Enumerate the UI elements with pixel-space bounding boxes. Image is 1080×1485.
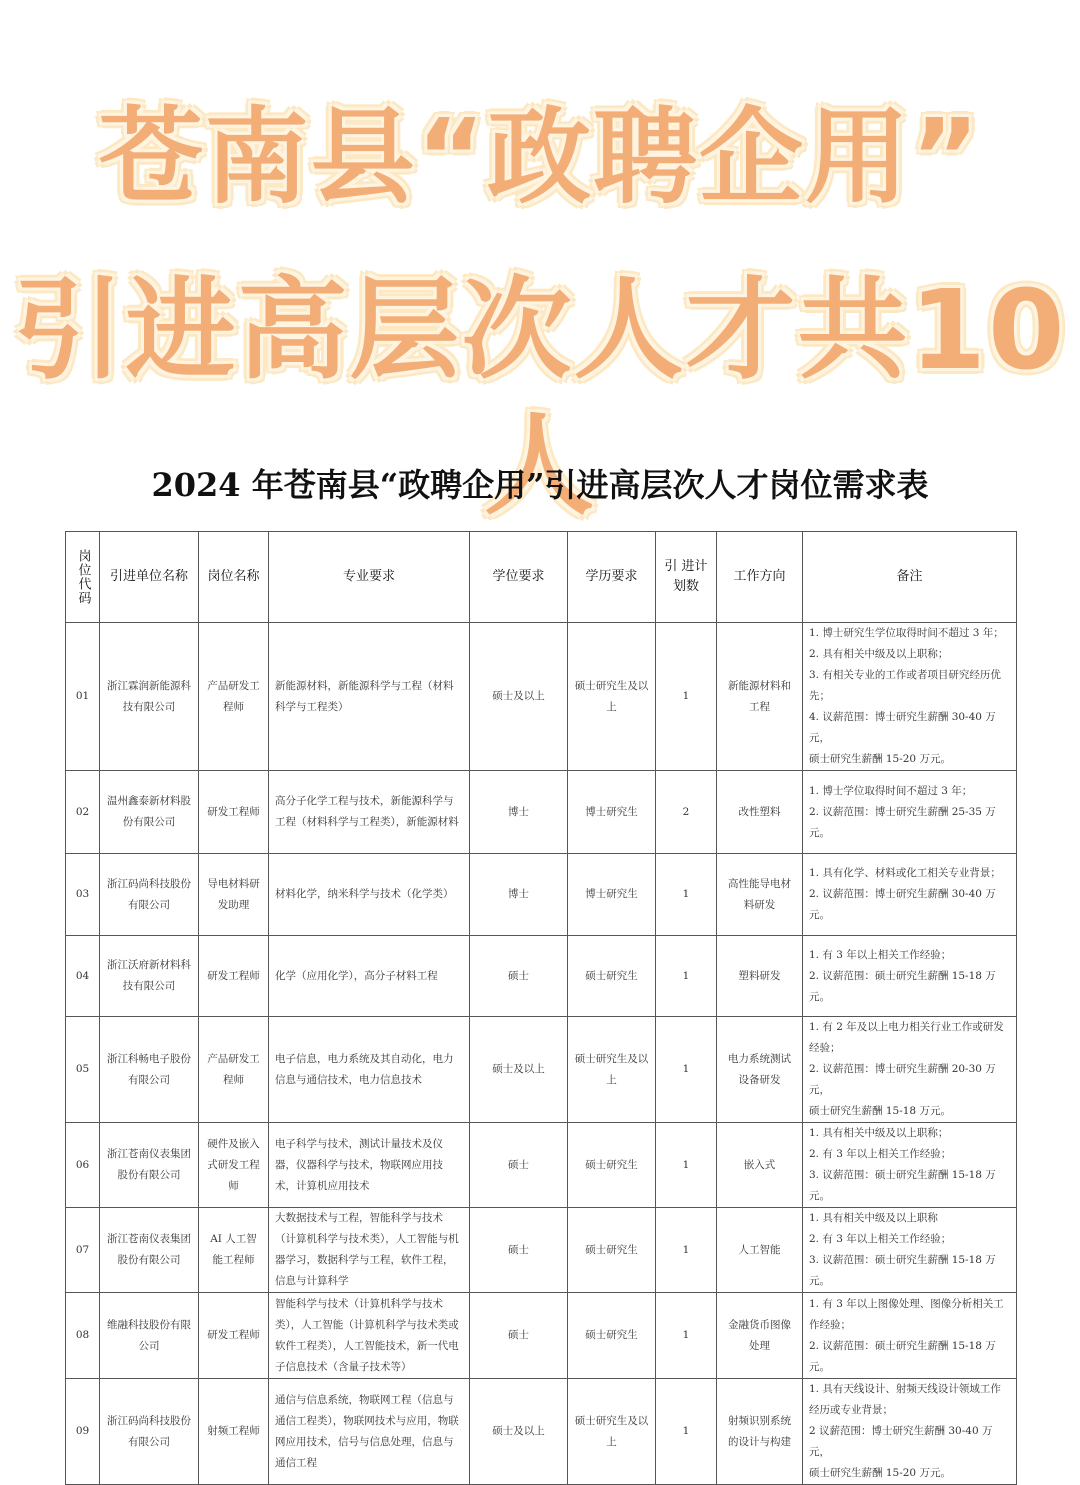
row-code: 04 xyxy=(66,936,100,1017)
row-direction: 高性能导电材料研发 xyxy=(717,854,803,936)
row-code: 03 xyxy=(66,854,100,936)
note-line: 3. 有相关专业的工作或者项目研究经历优先； xyxy=(809,669,1001,702)
note-line: 2. 议薪范围：博士研究生薪酬 25-35 万元。 xyxy=(809,805,996,839)
table-row xyxy=(66,1293,1017,1379)
row-education: 硕士研究生及以上 xyxy=(568,623,656,771)
row-plan: 2 xyxy=(656,771,717,854)
table-row xyxy=(66,1208,1017,1293)
row-position: 产品研发工程师 xyxy=(199,623,269,771)
row-unit: 维融科技股份有限公司 xyxy=(100,1293,199,1379)
table-row xyxy=(66,854,1017,936)
row-education: 博士研究生 xyxy=(568,854,656,936)
row-note xyxy=(803,1017,1017,1123)
row-plan: 1 xyxy=(656,1208,717,1293)
note-line: 4. 议薪范围：博士研究生薪酬 30-40 万元， xyxy=(809,711,996,744)
row-education: 硕士研究生 xyxy=(568,1208,656,1293)
note-line: 1. 具有天线设计、射频天线设计领域工作经历或专业背景； xyxy=(809,1383,1001,1416)
row-direction: 塑料研发 xyxy=(717,936,803,1017)
row-degree: 硕士及以上 xyxy=(470,1017,568,1123)
row-unit: 浙江霖润新能源科技有限公司 xyxy=(100,623,199,771)
note-line: 硕士研究生薪酬 15-20 万元。 xyxy=(809,1467,951,1479)
note-line: 1. 有 3 年以上图像处理、图像分析相关工作经验； xyxy=(809,1297,1004,1331)
requirements-table xyxy=(65,531,1017,1485)
row-note xyxy=(803,1293,1017,1379)
row-major: 新能源材料，新能源科学与工程（材料科学与工程类） xyxy=(269,623,470,771)
note-line: 2. 议薪范围：硕士研究生薪酬 15-18 万元。 xyxy=(809,1339,996,1373)
header-position: 岗位名称 xyxy=(199,532,269,623)
row-education: 硕士研究生 xyxy=(568,1293,656,1379)
row-plan: 1 xyxy=(656,1379,717,1485)
row-education: 硕士研究生及以上 xyxy=(568,1379,656,1485)
note-line: 2. 议薪范围：博士研究生薪酬 30-40 万元。 xyxy=(809,888,996,921)
row-note xyxy=(803,1208,1017,1293)
row-code: 07 xyxy=(66,1208,100,1293)
row-position: 研发工程师 xyxy=(199,771,269,854)
row-note xyxy=(803,1123,1017,1208)
note-line: 2. 议薪范围：博士研究生薪酬 20-30 万元， xyxy=(809,1063,996,1096)
row-code: 06 xyxy=(66,1123,100,1208)
table-row xyxy=(66,1123,1017,1208)
header-education: 学历要求 xyxy=(568,532,656,623)
note-line: 2. 议薪范围：硕士研究生薪酬 15-18 万元。 xyxy=(809,969,996,1003)
table-row xyxy=(66,1379,1017,1485)
row-degree: 硕士及以上 xyxy=(470,1379,568,1485)
row-position: 硬件及嵌入式研发工程师 xyxy=(199,1123,269,1208)
row-degree: 硕士 xyxy=(470,1123,568,1208)
row-code: 01 xyxy=(66,623,100,771)
header-plan: 引 进计划数 xyxy=(656,532,717,623)
row-direction: 人工智能 xyxy=(717,1208,803,1293)
table-row xyxy=(66,936,1017,1017)
row-direction: 射频识别系统的设计与构建 xyxy=(717,1379,803,1485)
headline-line-1: 苍南县“政聘企用” xyxy=(98,96,982,218)
row-note xyxy=(803,854,1017,936)
header-degree: 学位要求 xyxy=(470,532,568,623)
row-position: 研发工程师 xyxy=(199,936,269,1017)
note-line: 硕士研究生薪酬 15-18 万元。 xyxy=(809,1105,951,1117)
row-unit: 浙江苍南仪表集团股份有限公司 xyxy=(100,1123,199,1208)
row-code: 02 xyxy=(66,771,100,854)
row-major: 化学（应用化学），高分子材料工程 xyxy=(269,936,470,1017)
table-header-row xyxy=(66,532,1017,623)
row-degree: 硕士 xyxy=(470,1293,568,1379)
row-plan: 1 xyxy=(656,854,717,936)
row-code: 08 xyxy=(66,1293,100,1379)
header-code: 岗位代码 xyxy=(66,532,100,623)
table-row xyxy=(66,623,1017,771)
note-line: 1. 具有化学、材料或化工相关专业背景； xyxy=(809,867,1001,879)
row-unit: 浙江码尚科技股份有限公司 xyxy=(100,1379,199,1485)
row-direction: 电力系统测试设备研发 xyxy=(717,1017,803,1123)
row-direction: 金融货币图像处理 xyxy=(717,1293,803,1379)
header-major: 专业要求 xyxy=(269,532,470,623)
row-education: 硕士研究生 xyxy=(568,936,656,1017)
row-degree: 硕士 xyxy=(470,936,568,1017)
row-major: 智能科学与技术（计算机科学与技术类），人工智能（计算机科学与技术类或软件工程类），人工智能技术，新一代电子信息技术（含量子技术等） xyxy=(269,1293,470,1379)
note-line: 1. 博士学位取得时间不超过 3 年； xyxy=(809,784,973,797)
note-line: 1. 有 2 年及以上电力相关行业工作或研发经验； xyxy=(809,1021,1004,1054)
note-line: 1. 具有相关中级及以上职称 xyxy=(809,1212,938,1224)
row-major: 电子科学与技术，测试计量技术及仪器，仪器科学与技术，物联网应用技术，计算机应用技术 xyxy=(269,1123,470,1208)
row-degree: 硕士及以上 xyxy=(470,623,568,771)
row-position: 产品研发工程师 xyxy=(199,1017,269,1123)
row-note xyxy=(803,1379,1017,1485)
row-plan: 1 xyxy=(656,1293,717,1379)
note-line: 2. 具有相关中级及以上职称； xyxy=(809,648,949,660)
row-unit: 温州鑫泰新材料股份有限公司 xyxy=(100,771,199,854)
row-plan: 1 xyxy=(656,936,717,1017)
row-position: 导电材料研发助理 xyxy=(199,854,269,936)
headline-line-2: 引进高层次人才共10人 xyxy=(13,266,1067,530)
row-degree: 博士 xyxy=(470,771,568,854)
row-unit: 浙江沃府新材料科技有限公司 xyxy=(100,936,199,1017)
row-position: AI 人工智能工程师 xyxy=(199,1208,269,1293)
row-unit: 浙江码尚科技股份有限公司 xyxy=(100,854,199,936)
table-row xyxy=(66,1017,1017,1123)
row-degree: 博士 xyxy=(470,854,568,936)
row-code: 05 xyxy=(66,1017,100,1123)
row-plan: 1 xyxy=(656,1017,717,1123)
row-major: 电子信息，电力系统及其自动化，电力信息与通信技术，电力信息技术 xyxy=(269,1017,470,1123)
row-note xyxy=(803,623,1017,771)
row-note xyxy=(803,771,1017,854)
row-major: 材料化学，纳米科学与技术（化学类） xyxy=(269,854,470,936)
header-note: 备注 xyxy=(803,532,1017,623)
note-line: 1. 具有相关中级及以上职称； xyxy=(809,1127,949,1139)
row-education: 硕士研究生 xyxy=(568,1123,656,1208)
row-direction: 新能源材料和工程 xyxy=(717,623,803,771)
note-line: 2. 有 3 年以上相关工作经验； xyxy=(809,1148,952,1160)
header-direction: 工作方向 xyxy=(717,532,803,623)
row-major: 高分子化学工程与技术，新能源科学与工程（材料科学与工程类），新能源材料 xyxy=(269,771,470,854)
row-position: 研发工程师 xyxy=(199,1293,269,1379)
note-line: 2. 有 3 年以上相关工作经验； xyxy=(809,1233,952,1245)
row-major: 大数据技术与工程，智能科学与技术（计算机科学与技术类），人工智能与机器学习，数据科学与工程，软件工程，信息与计算科学 xyxy=(269,1208,470,1293)
row-note xyxy=(803,936,1017,1017)
row-code: 09 xyxy=(66,1379,100,1485)
table-body xyxy=(66,623,1017,1485)
row-position: 射频工程师 xyxy=(199,1379,269,1485)
row-degree: 硕士 xyxy=(470,1208,568,1293)
row-education: 硕士研究生及以上 xyxy=(568,1017,656,1123)
note-line: 3. 议薪范围：硕士研究生薪酬 15-18 万元。 xyxy=(809,1169,996,1202)
row-unit: 浙江苍南仪表集团股份有限公司 xyxy=(100,1208,199,1293)
header-unit: 引进单位名称 xyxy=(100,532,199,623)
row-direction: 嵌入式 xyxy=(717,1123,803,1208)
note-line: 1. 博士研究生学位取得时间不超过 3 年； xyxy=(809,627,1004,639)
note-line: 3. 议薪范围：硕士研究生薪酬 15-18 万元。 xyxy=(809,1254,996,1287)
row-direction: 改性塑料 xyxy=(717,771,803,854)
table-row xyxy=(66,771,1017,854)
row-unit: 浙江科畅电子股份有限公司 xyxy=(100,1017,199,1123)
row-plan: 1 xyxy=(656,1123,717,1208)
row-plan: 1 xyxy=(656,623,717,771)
note-line: 2 议薪范围：博士研究生薪酬 30-40 万元， xyxy=(809,1425,993,1458)
note-line: 1. 有 3 年以上相关工作经验； xyxy=(809,948,952,961)
row-education: 博士研究生 xyxy=(568,771,656,854)
table-title: 2024 年苍南县“政聘企用”引进高层次人才岗位需求表 xyxy=(151,466,929,504)
row-major: 通信与信息系统，物联网工程（信息与通信工程类），物联网技术与应用，物联网应用技术，信号与信息处理，信息与通信工程 xyxy=(269,1379,470,1485)
note-line: 硕士研究生薪酬 15-20 万元。 xyxy=(809,753,951,765)
